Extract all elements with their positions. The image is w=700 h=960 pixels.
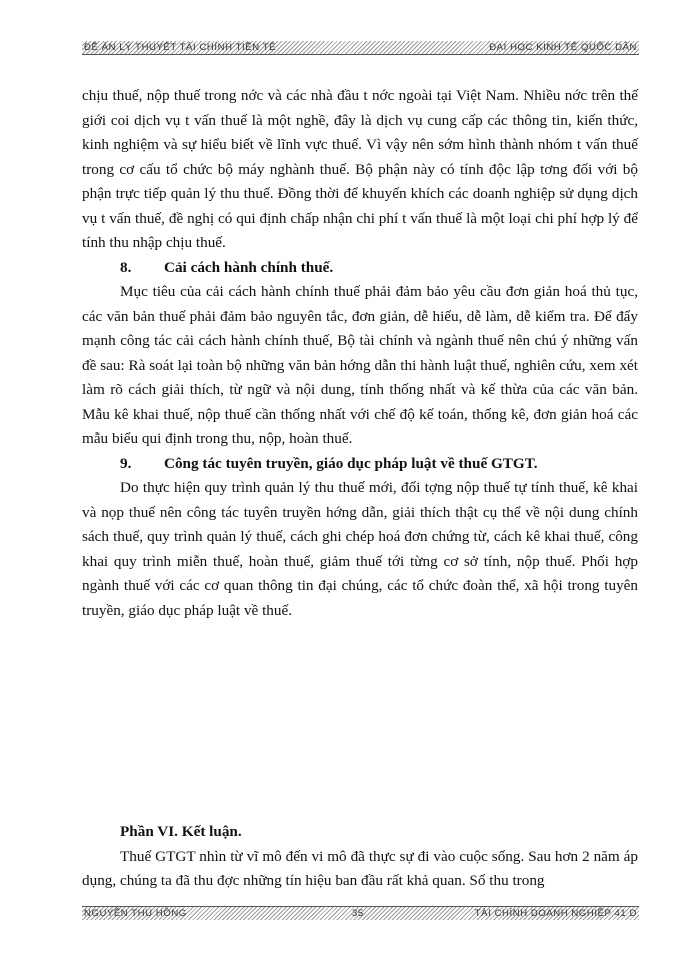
page-header bbox=[82, 41, 639, 55]
heading-section-8 bbox=[82, 256, 638, 281]
header-left-text: ĐỀ ÁN LÝ THUYẾT TÀI CHÍNH TIỀN TỆ bbox=[84, 42, 277, 53]
heading-text: Công tác tuyên truyền, giáo dục pháp luật về thuế GTGT. bbox=[164, 454, 538, 472]
paragraph-tax-consulting: chịu thuế, nộp thuế trong nớc và các nhà đầu t nớc ngoài tại Việt Nam. Nhiều nớc trên thế giới coi dịch vụ t vấn thuế là một nghề, đây là dịch vụ cung cấp các thông tin, kiến thức, kinh nghiệm và sự hiểu biết về lĩnh vực thuế. Vì vậy nên sớm hình thành nhóm t vấn thuế trong cơ cấu tổ chức bộ máy nghành thuế. Bộ phận này có tính độc lập tơng đối với bộ phận trực tiếp quản lý thu thuế. Đồng thời để khuyến khích các doanh nghiệp sử dụng dịch vụ t vấn thuế, đề nghị có qui định chấp nhận chi phí t vấn thuế là một loại chi phí hợp lý để tính thu nhập chịu thuế. bbox=[82, 87, 638, 251]
section-title-conclusion: Phần VI. Kết luận. bbox=[120, 823, 242, 840]
footer-right-text: TÀI CHÍNH DOANH NGHIỆP 41 D bbox=[474, 908, 637, 919]
blank-space bbox=[82, 623, 638, 820]
header-right-text: ĐẠI HỌC KINH TẾ QUỐC DÂN bbox=[489, 42, 637, 53]
heading-number: 9. bbox=[120, 454, 132, 472]
heading-text: Cải cách hành chính thuế. bbox=[164, 258, 334, 276]
heading-number: 8. bbox=[120, 258, 132, 276]
paragraph-propaganda: Do thực hiện quy trình quản lý thu thuế mới, đối tợng nộp thuế tự tính thuế, kê khai và nọp thuế nên công tác tuyên truyền hớng dẫn, giải thích thật cụ thể về nội dung chính sách thuế, quy trình quản lý thuế, cách ghi chép hoá đơn chứng từ, cách kê khai thuế, công khai quy trình miễn thuế, hoàn thuế, giảm thuế tới từng cơ sở tính, nộp thuế. Phối hợp ngành thuế với các cơ quan thông tin đại chúng, các tổ chức đoàn thể, xã hội trong tuyên truyền, giáo dục pháp luật về thuế. bbox=[82, 479, 638, 619]
document-body bbox=[82, 84, 638, 894]
heading-section-9 bbox=[82, 452, 638, 477]
footer-author: NGUYỄN THU HỒNG bbox=[84, 908, 187, 919]
paragraph-admin-reform: Mục tiêu của cải cách hành chính thuế phải đảm bảo yêu cầu đơn giản hoá thủ tục, các văn bản thuế phải đảm bảo nguyên tắc, đơn giản, dễ hiểu, dễ làm, dễ kiểm tra. Để đẩy mạnh công tác cải cách hành chính thuế, Bộ tài chính và ngành thuế nên chú ý những vấn đề sau: Rà soát lại toàn bộ những văn bản hớng dẫn thi hành luật thuế, nghiên cứu, xem xét làm rõ cách giải thích, từ ngữ và nội dung, tính thống nhất và kế thừa của các văn bản. Mẫu kê khai thuế, nộp thuế cần thống nhất với chế độ kế toán, thống kê, đơn giản hoá các mẫu biểu qui định trong thu, nộp, hoàn thuế. bbox=[82, 283, 638, 447]
page-number: 35 bbox=[352, 908, 364, 919]
paragraph-conclusion: Thuế GTGT nhìn từ vĩ mô đến vi mô đã thực sự đi vào cuộc sống. Sau hơn 2 năm áp dụng, chúng ta đã thu đợc những tín hiệu ban đầu rất khả quan. Số thu trong bbox=[82, 847, 638, 889]
page-footer bbox=[82, 906, 639, 920]
